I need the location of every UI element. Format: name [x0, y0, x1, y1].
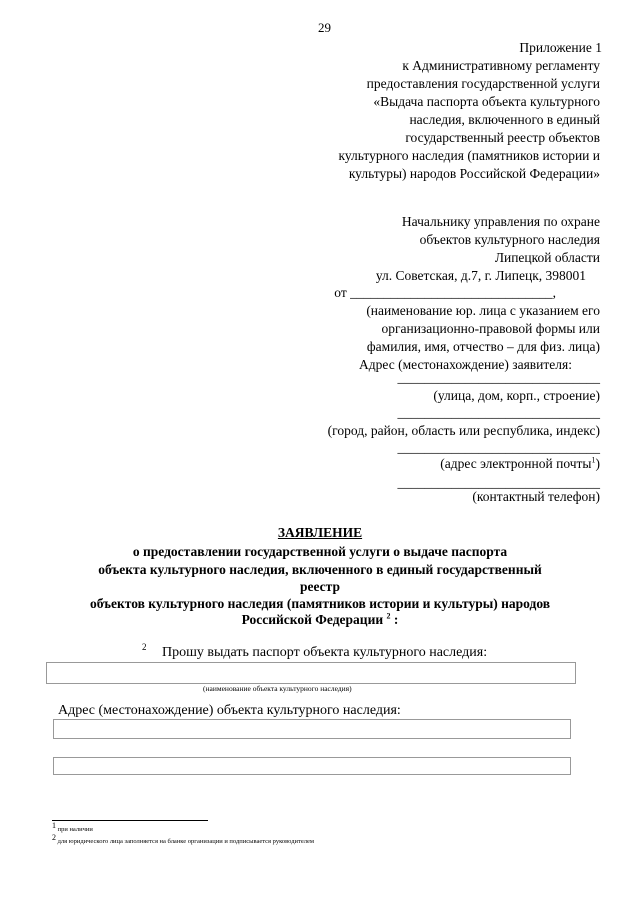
addressee-line: объектов культурного наследия — [419, 232, 600, 247]
object-address-field-2[interactable] — [53, 757, 571, 775]
street-blank[interactable]: ______________________________ — [397, 370, 600, 385]
footnote-item: $^2$ для юридического лица заполняется на бланке организации и подписывается руководителем — [52, 833, 314, 846]
annex-line: наследия, включенного в единый — [409, 112, 600, 127]
addressee-line: Начальнику управления по охране — [401, 214, 600, 229]
object-address-field-1[interactable] — [53, 719, 571, 739]
object-name-caption: (наименование объекта культурного наследия) — [203, 684, 352, 693]
addressee-caption: (адрес электронной почты$^1$) — [440, 455, 600, 471]
addressee-line: организационно-правовой формы или — [381, 321, 600, 336]
title-line: реестр — [300, 579, 340, 594]
request-text: Прошу выдать паспорт объекта культурного наследия: — [162, 645, 488, 660]
footnote-divider — [52, 820, 208, 821]
addressee-line: (наименование юр. лица с указанием его — [366, 303, 600, 318]
addressee-caption: (город, район, область или республика, индекс) — [327, 423, 600, 438]
title-heading: ЗАЯВЛЕНИЕ — [277, 525, 363, 540]
phone-blank[interactable]: ______________________________ — [397, 475, 600, 490]
footnote-mark: 1 — [591, 455, 596, 465]
annex-line: к Административному регламенту — [402, 58, 600, 73]
addressee-line: ул. Советская, д.7, г. Липецк, 398001 — [375, 268, 586, 283]
city-blank[interactable]: ______________________________ — [397, 405, 600, 420]
title-line: объектов культурного наследия (памятников истории и культуры) народов — [89, 596, 551, 611]
addressee-line: Липецкой области — [494, 250, 600, 265]
addressee-line: Адрес (местонахождение) заявителя: — [359, 357, 572, 372]
applicant-from-line: от ______________________________, — [334, 285, 556, 300]
object-address-label: Адрес (местонахождение) объекта культурного наследия: — [58, 703, 401, 718]
addressee-caption: (контактный телефон) — [472, 489, 600, 504]
annex-line: «Выдача паспорта объекта культурного — [373, 94, 600, 109]
footnote-mark: 2 — [386, 611, 391, 621]
title-line: о предоставлении государственной услуги о выдаче паспорта — [132, 544, 508, 559]
annex-line: культурного наследия (памятников истории и — [338, 148, 600, 163]
title-line: Российской Федерации $^2$ : — [241, 611, 399, 627]
email-blank[interactable]: ______________________________ — [397, 440, 600, 455]
annex-line: государственный реестр объектов — [405, 130, 600, 145]
annex-line: предоставления государственной услуги — [366, 76, 600, 91]
object-name-field[interactable] — [46, 662, 576, 684]
annex-line: Приложение 1 — [519, 40, 602, 55]
annex-line: культуры) народов Российской Федерации» — [348, 166, 600, 181]
addressee-caption: (улица, дом, корп., строение) — [433, 388, 600, 403]
addressee-line: фамилия, имя, отчество – для физ. лица) — [366, 339, 600, 354]
page-number: 29 — [318, 20, 331, 35]
footnote-mark: 2 — [142, 642, 147, 652]
footnote-item: $^1$ при наличии — [52, 821, 93, 834]
title-line: объекта культурного наследия, включенного в единый государственный — [98, 562, 542, 577]
